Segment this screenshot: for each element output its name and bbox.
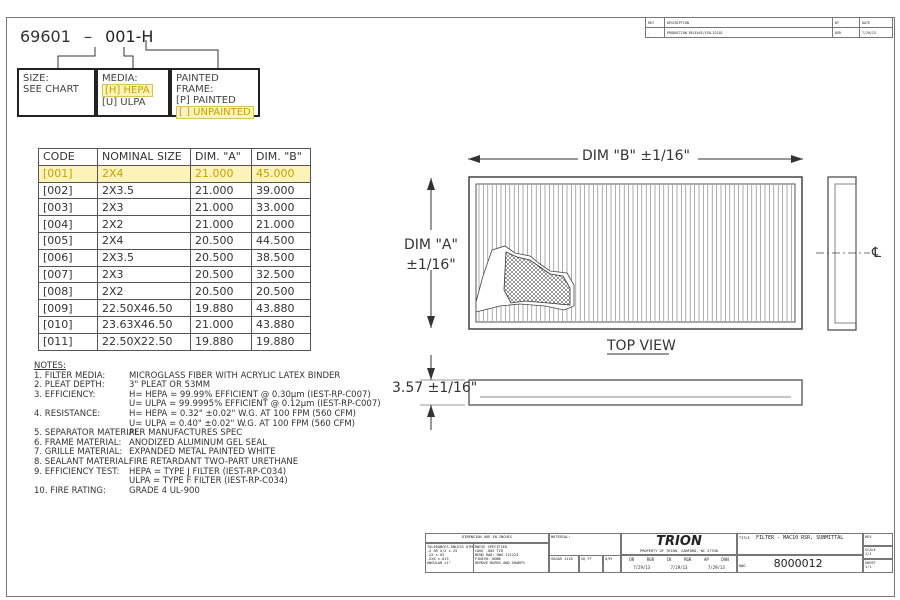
table-row <box>39 316 311 333</box>
sign-date: 7/29/13 <box>707 565 725 570</box>
note-key: 1. FILTER MEDIA: <box>34 370 106 381</box>
dim-a-line2: ±1/16" <box>406 257 456 273</box>
note-value: U= ULPA = 99.9995% EFFICIENT @ 0.12µm (IEST-RP-C007) <box>129 399 381 410</box>
code-cell: [004] <box>39 216 98 233</box>
nominal-size-cell: 22.50X22.50 <box>98 333 191 350</box>
note-value: ANODIZED ALUMINUM GEL SEAL <box>129 437 267 448</box>
unpainted-option: [ ] UNPAINTED <box>176 106 254 119</box>
rev-number: - <box>865 539 868 543</box>
sign-value: DAN <box>721 557 729 562</box>
dim-b-cell: 21.000 <box>252 216 311 233</box>
title-cell <box>737 533 863 555</box>
dim-a-cell: 21.000 <box>191 165 252 182</box>
by-value: RGR <box>833 28 860 38</box>
dim-b-cell: 38.500 <box>252 249 311 266</box>
nominal-size-cell: 2X3 <box>98 199 191 216</box>
spec-line: REMOVE BURRS AND SHARPS <box>475 561 525 565</box>
tolerance-line: .XXX ±.015 <box>427 557 449 561</box>
description-header: DESCRIPTION <box>665 18 833 28</box>
date-value: 7/29/13 <box>860 28 893 38</box>
description-value: PRODUCTION RELEASE/ECN-52102 <box>665 28 833 38</box>
drawing-title: FILTER - MAC10 RSR, SUBMITTAL <box>756 535 844 541</box>
code-cell: [003] <box>39 199 98 216</box>
media-option-hepa: [H] HEPA <box>102 84 153 97</box>
table-row <box>39 300 311 317</box>
spec-line: BEND RAD: DWG 121223 <box>475 553 519 557</box>
note-value: ULPA = TYPE F FILTER (IEST-RP-C034) <box>129 476 288 487</box>
dims-note: DIMENSION ARE IN INCHES <box>425 533 549 543</box>
note-value: HEPA = TYPE J FILTER (IEST-RP-C034) <box>129 466 287 477</box>
note-row <box>34 487 381 497</box>
table-row <box>39 232 311 249</box>
note-key: 3. EFFICIENCY: <box>34 389 96 400</box>
dim-b-label: DIM "B" ±1/16" <box>582 148 690 164</box>
dim-a-label <box>404 235 458 275</box>
col-code: CODE <box>39 149 98 166</box>
size-chart-table <box>38 148 311 351</box>
painted-option: [P] PAINTED <box>176 95 236 106</box>
scale-cell <box>863 546 893 559</box>
note-value: PER MANUFACTURES SPEC <box>129 428 243 439</box>
company-cell <box>621 533 737 555</box>
table-row <box>39 266 311 283</box>
col-dim-b: DIM. "B" <box>252 149 311 166</box>
title-label: TITLE <box>739 536 750 540</box>
rev-header: REV <box>646 18 665 28</box>
dim-a-cell: 20.500 <box>191 249 252 266</box>
note-key: 7. GRILLE MATERIAL: <box>34 447 123 458</box>
dim-a-cell: 19.880 <box>191 333 252 350</box>
dim-a-cell: 19.880 <box>191 300 252 317</box>
rev-value: - <box>646 28 665 38</box>
dim-b-cell: 20.500 <box>252 283 311 300</box>
dim-b-cell: 43.880 <box>252 300 311 317</box>
unit-cell: SQ FT <box>579 555 603 573</box>
dim-a-cell: 21.000 <box>191 199 252 216</box>
notes-title: NOTES: <box>34 361 66 371</box>
note-key: 8. SEALANT MATERIAL: <box>34 456 132 467</box>
tolerance-line: ANGULAR ±1° <box>427 561 451 565</box>
sign-label: CK <box>666 557 672 562</box>
dim-a-line1: DIM "A" <box>404 237 458 253</box>
part-code: 001-H <box>105 27 154 46</box>
sheet-value: 1/1 <box>865 565 872 569</box>
dim-a-cell: 21.000 <box>191 182 252 199</box>
tolerance-line: .XX ±.03 <box>427 553 445 557</box>
dim-a-cell: 21.000 <box>191 316 252 333</box>
um-cell: U/M <box>603 555 621 573</box>
col-dim-a: DIM. "A" <box>191 149 252 166</box>
part-dash: – <box>84 27 92 46</box>
nominal-size-cell: 2X4 <box>98 232 191 249</box>
table-row <box>39 199 311 216</box>
nominal-size-cell: 22.50X46.50 <box>98 300 191 317</box>
note-key: 10. FIRE RATING: <box>34 485 106 496</box>
sign-date: 7/29/13 <box>670 565 688 570</box>
note-value: 3" PLEAT OR 53MM <box>129 380 211 391</box>
note-value: U= ULPA = 0.40" ±0.02" W.G. AT 100 FPM (560 CFM) <box>129 418 355 429</box>
view-label: TOP VIEW <box>607 338 676 354</box>
note-key: 9. EFFICIENCY TEST: <box>34 466 120 477</box>
dim-b-cell: 39.000 <box>252 182 311 199</box>
code-cell: [009] <box>39 300 98 317</box>
material-cell: MATERIAL: <box>549 533 621 573</box>
code-cell: [011] <box>39 333 98 350</box>
nominal-size-cell: 2X3.5 <box>98 249 191 266</box>
depth-label: 3.57 ±1/16" <box>392 380 478 396</box>
sheet-cell <box>863 559 893 573</box>
title-block <box>425 533 893 595</box>
note-value: GRADE 4 UL-900 <box>129 485 200 496</box>
spec-notes <box>473 543 549 573</box>
nominal-size-cell: 2X3 <box>98 266 191 283</box>
sign-label: AP <box>703 557 709 562</box>
media-title: MEDIA: <box>102 73 138 84</box>
drawing-number: 8000012 <box>773 557 823 570</box>
scale-value: 1/1 <box>865 552 872 556</box>
table-row <box>39 249 311 266</box>
nominal-size-cell: 2X2 <box>98 283 191 300</box>
dim-a-cell: 20.500 <box>191 232 252 249</box>
code-cell: [001] <box>39 165 98 182</box>
sign-value: RGR <box>684 557 692 562</box>
note-value: MICROGLASS FIBER WITH ACRYLIC LATEX BINDER <box>129 370 341 381</box>
size-option-box <box>17 68 96 117</box>
revision-block <box>645 17 893 39</box>
table-header-row <box>39 149 311 166</box>
dim-b-cell: 44.500 <box>252 232 311 249</box>
sign-date: 7/29/13 <box>633 565 651 570</box>
dim-b-cell: 45.000 <box>252 165 311 182</box>
media-option-ulpa: [U] ULPA <box>102 97 146 108</box>
dim-a-cell: 20.500 <box>191 283 252 300</box>
note-key: 2. PLEAT DEPTH: <box>34 380 105 391</box>
centerline-symbol: ℄ <box>872 245 881 261</box>
nominal-size-cell: 23.63X46.50 <box>98 316 191 333</box>
weight-cell: SUGAR 1118 <box>549 555 579 573</box>
code-cell: [006] <box>39 249 98 266</box>
spec-line: FINISH: NONE <box>475 557 501 561</box>
table-row <box>39 333 311 350</box>
dim-a-cell: 21.000 <box>191 216 252 233</box>
signature-cell <box>621 555 737 573</box>
nominal-size-cell: 2X3.5 <box>98 182 191 199</box>
dim-a-cell: 20.500 <box>191 266 252 283</box>
nominal-size-cell: 2X4 <box>98 165 191 182</box>
painted-frame-option-box <box>170 68 260 117</box>
col-nominal-size: NOMINAL SIZE <box>98 149 191 166</box>
size-value: SEE CHART <box>23 84 79 95</box>
code-cell: [005] <box>39 232 98 249</box>
code-cell: [010] <box>39 316 98 333</box>
rev-label: REV <box>865 535 872 539</box>
sheet-label: SHEET <box>865 561 876 565</box>
table-row <box>39 182 311 199</box>
part-prefix: 69601 <box>20 27 71 46</box>
date-header: DATE <box>860 18 893 28</box>
code-cell: [002] <box>39 182 98 199</box>
company-sub: PROPERTY OF TRION, SANFORD, NC 27330 <box>640 549 718 553</box>
dwg-cell <box>737 555 863 573</box>
note-value: H= HEPA = 99.99% EFFICIENT @ 0.30µm (IEST-RP-C007) <box>129 389 371 400</box>
nominal-size-cell: 2X2 <box>98 216 191 233</box>
tolerance-line: TOLERANCES-UNLESS OTHERWISE SPECIFIED <box>427 545 508 549</box>
dim-b-cell: 32.500 <box>252 266 311 283</box>
spec-line: CONC .005 TIR <box>475 549 504 553</box>
note-key: 4. RESISTANCE: <box>34 408 101 419</box>
table-row <box>39 165 311 182</box>
company-logo: TRION <box>656 534 702 549</box>
note-value: FIRE RETARDANT TWO-PART URETHANE <box>129 456 299 467</box>
notes-section <box>34 362 381 496</box>
size-title: SIZE: <box>23 73 49 84</box>
dwg-label: DWG <box>739 564 746 568</box>
dim-b-cell: 33.000 <box>252 199 311 216</box>
code-cell: [008] <box>39 283 98 300</box>
sign-label: DR <box>629 557 635 562</box>
sign-value: RGR <box>646 557 654 562</box>
table-row <box>39 283 311 300</box>
painted-frame-title: PAINTED FRAME: <box>176 73 219 95</box>
note-value: EXPANDED METAL PAINTED WHITE <box>129 447 276 458</box>
note-key: 5. SEPARATOR MATERIAL: <box>34 428 143 439</box>
code-cell: [007] <box>39 266 98 283</box>
note-value: H= HEPA = 0.32" ±0.02" W.G. AT 100 FPM (560 CFM) <box>129 408 356 419</box>
note-key: 6. FRAME MATERIAL: <box>34 437 122 448</box>
rev-cell <box>863 533 893 546</box>
scale-label: SCALE <box>865 548 876 552</box>
table-row <box>39 216 311 233</box>
by-header: BY <box>833 18 860 28</box>
dim-b-cell: 19.880 <box>252 333 311 350</box>
tolerance-line: .X OR X/X ±.25 <box>427 549 458 553</box>
dim-b-cell: 43.880 <box>252 316 311 333</box>
media-option-box <box>96 68 170 117</box>
